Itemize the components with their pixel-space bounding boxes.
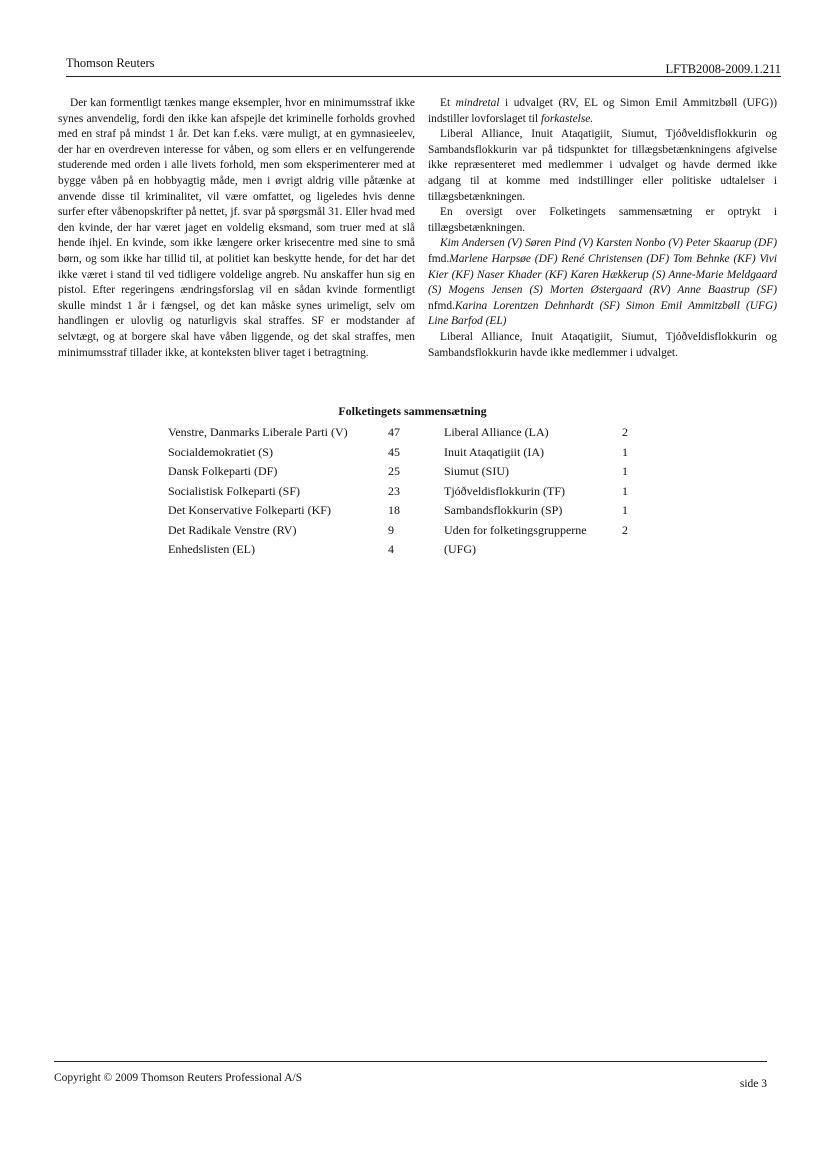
copyright-notice: Copyright © 2009 Thomson Reuters Professional A/S	[54, 1072, 303, 1084]
left-column	[58, 96, 415, 361]
right-party-seats: 1	[622, 464, 628, 478]
composition-row	[168, 483, 662, 503]
minority-lead: Et	[440, 97, 456, 109]
members-part-1: Kim Andersen (V) Søren Pind (V) Karsten Nonbo (V) Peter Skaarup (DF)	[440, 237, 777, 250]
left-party-name: Venstre, Danmarks Liberale Parti (V)	[168, 425, 348, 439]
chair-abbrev: fmd.	[428, 252, 450, 265]
left-party-name: Det Konservative Folkeparti (KF)	[168, 503, 331, 517]
composition-row	[168, 541, 662, 561]
composition-row	[168, 444, 662, 464]
right-party-seats: 1	[622, 444, 628, 459]
right-party-name: Tjóðveldisflokkurin (TF)	[444, 483, 565, 498]
composition-row	[168, 424, 662, 444]
composition-row	[168, 502, 662, 522]
right-party-name: Liberal Alliance (LA)	[444, 425, 549, 439]
right-party-seats: 1	[622, 503, 628, 517]
page-number: side 3	[739, 1078, 767, 1090]
document-reference: LFTB2008-2009.1.211	[665, 62, 781, 76]
left-party-name: Dansk Folkeparti (DF)	[168, 464, 278, 478]
composition-row	[168, 463, 662, 483]
left-party-seats: 45	[388, 444, 400, 459]
vice-chair-abbrev: nfmd.	[428, 299, 455, 312]
right-party-seats: 1	[622, 483, 628, 498]
members-part-3: Karina Lorentzen Dehnhardt (SF) Simon Emil Ammitzbøll (UFG) Line Barfod (EL)	[428, 299, 777, 328]
right-party-name: (UFG)	[444, 542, 476, 556]
minority-word: mindretal	[455, 97, 500, 109]
page-footer	[54, 1061, 767, 1090]
left-party-name: Socialistisk Folkeparti (SF)	[168, 483, 300, 498]
minority-paragraph	[428, 96, 777, 127]
minority-middle: i udvalget (RV, EL og Simon Emil Ammitzbøll (UFG)) indstiller lovforslaget til	[428, 97, 777, 125]
members-part-2: Marlene Harpsøe (DF) René Christensen (DF) Tom Behnke (KF) Vivi Kier (KF) Naser Khader (KF) Karen Hækkerup (S) Anne-Marie Meldgaard (S) Mogens Jensen (S) Morten Østergaard (RV) Anne Baastrup (SF)	[428, 252, 777, 297]
left-party-seats: 25	[388, 464, 400, 478]
composition-title: Folketingets sammensætning	[338, 404, 487, 418]
notice-paragraph-1: Liberal Alliance, Inuit Ataqatigiit, Siumut, Tjóðveldisflokkurin og Sambandsflokkurin var på tidspunktet for tillægsbetænkningens afgivelse ikke repræsenteret med medlemmer i udvalget og havde dermed ikke adgang til at komme med indstillinger eller politiske udtalelser i tillægsbetænkningen.	[428, 128, 777, 203]
rejection-word: forkastelse.	[540, 112, 594, 125]
notice-paragraph-2: Liberal Alliance, Inuit Ataqatigiit, Siumut, Tjóðveldisflokkurin og Sambandsflokkurin havde ikke medlemmer i udvalget.	[428, 330, 777, 359]
right-party-name: Inuit Ataqatigiit (IA)	[444, 444, 544, 459]
right-column	[428, 96, 777, 361]
right-party-seats	[622, 541, 662, 561]
right-party-name: Uden for folketingsgrupperne	[444, 522, 587, 537]
left-party-name: Enhedslisten (EL)	[168, 542, 255, 556]
left-paragraph: Der kan formentligt tænkes mange eksempler, hvor en minimumsstraf ikke synes anvendelig, fordi den ikke kan afspejle det kriminelle forholds grovhed med en straf på mindst 1 år. Det kan f.eks. være muligt, at en gymnasieelev, der har en overdreven interesse for våben, og som ellers er en velfungerende studerende med orden i alle livets forhold, men som eksperimenterer med at bygge våben på en hobbyagtig måde, men i øvrigt aldrig ville påtænke at anvende disse til kriminalitet, vil være omfattet, og ligeledes hvis denne surfer efter våbenopskrifter på nettet, jf. svar på spørgsmål 31. Eller hvad med den kvinde, der har været jaget en voldelig eksmand, som truer med at slå hende ihjel. En kvinde, som ikke længere orker krisecentre med sine to små børn, og som ikke har tillid til, at politiet kan beskytte hende, for det har det ikke været i stand til ved tidligere voldelige angreb. Nu anskaffer hun sig en pistol. Efter regeringens ændringsforslag vil en sådan kvinde formentligt skulle mindst 1 år i fængsel, og det kan måske synes urimeligt, selv om handlingen er ulovlig og naturligvis skal straffes. SF er modstander af selvtægt, og at borgere skal have våben liggende, og det skal straffes, men minimumsstraf tillader ikke, at konteksten bliver taget i betragtning.	[58, 97, 415, 359]
members-paragraph	[428, 236, 777, 330]
composition-table	[168, 424, 662, 561]
left-party-name: Det Radikale Venstre (RV)	[168, 522, 297, 537]
right-party-name: Sambandsflokkurin (SP)	[444, 503, 563, 517]
composition-row	[168, 522, 662, 542]
page-header	[66, 54, 781, 77]
left-party-seats: 23	[388, 483, 400, 498]
left-party-name: Socialdemokratiet (S)	[168, 444, 273, 459]
left-party-seats: 4	[388, 542, 394, 556]
publisher-name: Thomson Reuters	[66, 56, 155, 70]
right-party-name: Siumut (SIU)	[444, 464, 510, 478]
left-party-seats: 9	[388, 522, 394, 537]
left-party-seats: 18	[388, 503, 400, 517]
right-party-seats: 2	[622, 425, 628, 439]
right-party-seats: 2	[622, 522, 628, 537]
overview-paragraph: En oversigt over Folketingets sammensætning er optrykt i tillægsbetænkningen.	[428, 206, 777, 234]
left-party-seats: 47	[388, 425, 400, 439]
